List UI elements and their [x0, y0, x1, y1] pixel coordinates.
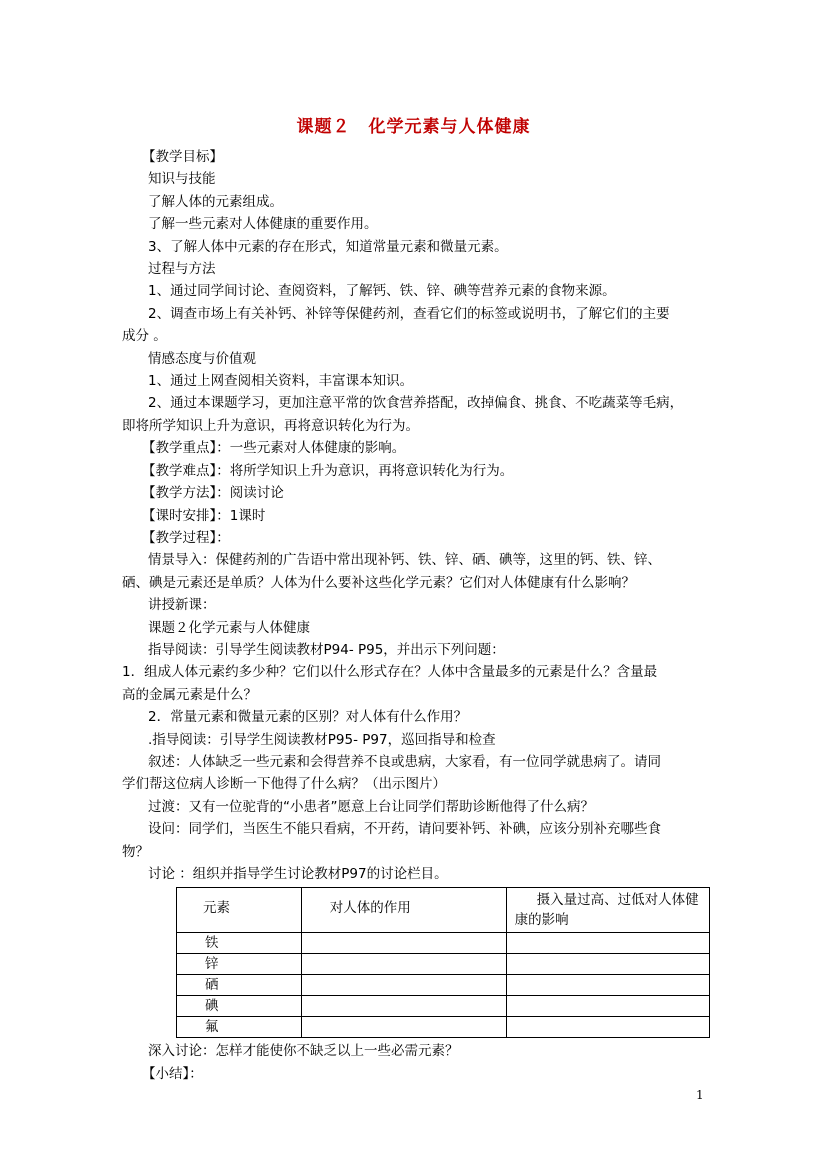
text-line: 情景导入：保健药剂的广告语中常出现补钙、铁、锌、硒、碘等，这里的钙、铁、锌、 [148, 552, 661, 569]
text-line: 高的金属元素是什么？ [122, 686, 257, 703]
impact-cell [506, 954, 709, 975]
text-line: 讲授新课： [148, 597, 216, 614]
text-line: 【课时安排】：1课时 [142, 507, 266, 524]
text-line: 了解人体的元素组成。 [148, 193, 283, 210]
element-cell: 碘 [177, 996, 302, 1017]
summary-text [122, 1040, 712, 1085]
document-body [122, 146, 712, 1085]
table-header-row [177, 888, 710, 933]
text-line: 深入讨论：怎样才能使你不缺乏以上一些必需元素？ [148, 1043, 459, 1060]
text-line: 【教学难点】：将所学知识上升为意识，再将意识转化为行为。 [142, 462, 514, 479]
text-line: 情感态度与价值观 [148, 350, 256, 367]
impact-cell [506, 975, 709, 996]
text-line: 【教学重点】：一些元素对人体健康的影响。 [142, 440, 406, 457]
element-cell: 铁 [177, 933, 302, 954]
text-line: 【教学过程】： [142, 529, 230, 546]
impact-cell [506, 1017, 709, 1038]
text-line: 讨论 ：组织并指导学生讨论教材P97的讨论栏目。 [148, 866, 448, 882]
text-line: 【教学方法】：阅读讨论 [142, 485, 284, 502]
text-line: 【小结】： [142, 1065, 203, 1082]
text-line: 1．组成人体元素约多少种？它们以什么形式存在？人体中含量最多的元素是什么？含量最 [122, 664, 658, 681]
text-line: .指导阅读：引导学生阅读教材P95- P97，巡回指导和检查 [148, 731, 496, 748]
table-row [177, 933, 710, 954]
effect-cell [301, 1017, 506, 1038]
column-header-effect: 对人体的作用 [301, 888, 506, 933]
effect-cell [301, 975, 506, 996]
text-line: 了解一些元素对人体健康的重要作用。 [148, 216, 378, 233]
text-line: 设问：同学们，当医生不能只看病，不开药，请问要补钙、补碘，应该分别补充哪些食 [148, 821, 661, 838]
effect-cell [301, 933, 506, 954]
element-cell: 锌 [177, 954, 302, 975]
effect-cell [301, 996, 506, 1017]
text-line: 知识与技能 [148, 171, 216, 188]
impact-cell [506, 996, 709, 1017]
text-line: 【教学目标】 [142, 149, 223, 165]
text-line: 指导阅读：引导学生阅读教材P94- P95，并出示下列问题： [148, 641, 505, 658]
text-line: 2、调查市场上有关补钙、补锌等保健药剂，查看它们的标签或说明书，了解它们的主要 [148, 305, 670, 322]
text-line: 2、通过本课题学习，更加注意平常的饮食营养搭配，改掉偏食、挑食、不吃蔬菜等毛病， [148, 395, 684, 412]
text-line: 学们帮这位病人诊断一下他得了什么病？（出示图片） [122, 776, 446, 793]
impact-cell [506, 933, 709, 954]
discussion-table [176, 887, 710, 1038]
text-line: 即将所学知识上升为意识，再将意识转化为行为。 [122, 417, 419, 434]
text-line: 3、了解人体中元素的存在形式，知道常量元素和微量元素。 [148, 238, 508, 255]
column-header-intake-impact: 摄入量过高、过低对人体健康的影响 [506, 888, 709, 933]
lesson-plan-text [122, 146, 712, 885]
element-cell: 氟 [177, 1017, 302, 1038]
table-row [177, 1017, 710, 1038]
table-row [177, 975, 710, 996]
table-row [177, 954, 710, 975]
text-line: 成分 。 [122, 328, 167, 345]
text-line: 硒、碘是元素还是单质？人体为什么要补这些化学元素？它们对人体健康有什么影响？ [122, 574, 635, 591]
page-number: 1 [696, 1088, 704, 1102]
text-line: 1、通过上网查阅相关资料，丰富课本知识。 [148, 373, 414, 390]
column-header-element: 元素 [177, 888, 302, 933]
text-line: 过程与方法 [148, 261, 216, 278]
text-line: 1、通过同学间讨论、查阅资料，了解钙、铁、锌、碘等营养元素的食物来源。 [148, 283, 616, 300]
page-title: 课题２ 化学元素与人体健康 [296, 117, 531, 137]
effect-cell [301, 954, 506, 975]
element-cell: 硒 [177, 975, 302, 996]
text-line: 物？ [122, 843, 149, 860]
table-row [177, 996, 710, 1017]
text-line: 过渡：又有一位驼背的“小患者”愿意上台让同学们帮助诊断他得了什么病？ [148, 798, 594, 815]
text-line: 课题２化学元素与人体健康 [148, 619, 310, 636]
text-line: 2．常量元素和微量元素的区别？对人体有什么作用？ [148, 709, 468, 726]
text-line: 叙述：人体缺乏一些元素和会得营养不良或患病，大家看，有一位同学就患病了。请同 [148, 753, 661, 770]
